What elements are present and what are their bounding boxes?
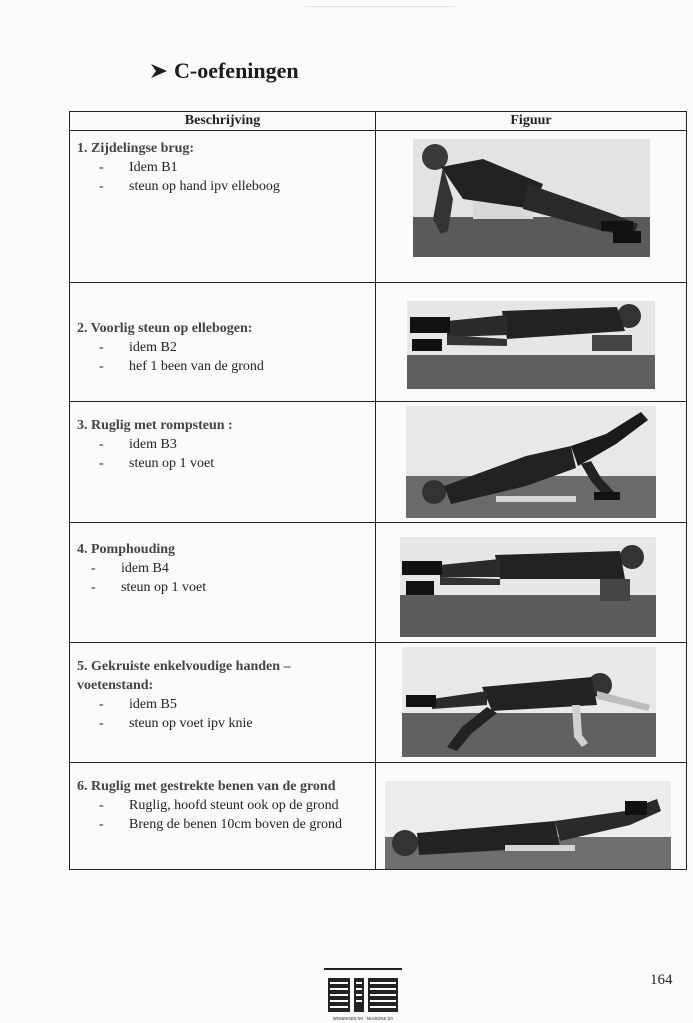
- exercise-item: - Ruglig, hoofd steunt ook op de grond: [99, 796, 369, 815]
- exercise-title: 6. Ruglig met gestrekte benen van de grond: [77, 779, 336, 794]
- plank-single-foot-photo: [400, 537, 656, 637]
- table-row: [70, 643, 687, 763]
- supine-leg-raise-photo: [385, 781, 671, 869]
- figure-cell: [376, 523, 687, 643]
- exercise-title: 4. Pomphouding: [77, 542, 176, 557]
- exercise-item: - steun op 1 voet: [99, 454, 369, 473]
- description-cell: [70, 763, 376, 870]
- description-cell: [70, 643, 376, 763]
- figure-cell: [376, 643, 687, 763]
- page-title: [150, 58, 299, 84]
- exercise-item: - steun op hand ipv elleboog: [99, 177, 369, 196]
- exercise-item: - idem B5: [99, 695, 369, 714]
- description-cell: [70, 402, 376, 523]
- exercise-title: 2. Voorlig steun op ellebogen:: [77, 321, 253, 336]
- exercise-item: - Breng de benen 10cm boven de grond: [99, 815, 369, 834]
- forearm-plank-leg-raise-photo: [407, 301, 655, 389]
- exercise-title: 1. Zijdelingse brug:: [77, 141, 195, 156]
- description-cell: [70, 131, 376, 283]
- side-plank-photo: [413, 139, 650, 257]
- table-row: [70, 763, 687, 870]
- figure-cell: [376, 283, 687, 402]
- description-cell: [70, 523, 376, 643]
- page-number: 164: [650, 972, 673, 988]
- exercise-item: - Idem B1: [99, 158, 369, 177]
- exercise-item: - idem B3: [99, 435, 369, 454]
- bird-dog-photo: [402, 647, 656, 757]
- table-header-row: [70, 112, 687, 131]
- exercise-title: 5. Gekruiste enkelvoudige handen – voetenstand:: [77, 659, 291, 693]
- header-figure: Figuur: [376, 112, 687, 131]
- exercise-item: - hef 1 been van de grond: [99, 357, 369, 376]
- exercise-item: - steun op voet ipv knie: [99, 714, 369, 733]
- table-row: [70, 402, 687, 523]
- description-cell: [70, 283, 376, 402]
- figure-cell: [376, 402, 687, 523]
- bik-logo: [322, 968, 404, 1022]
- exercise-item: - idem B2: [99, 338, 369, 357]
- table-row: [70, 523, 687, 643]
- figure-cell: [376, 763, 687, 870]
- header-description: Beschrijving: [70, 112, 376, 131]
- glute-bridge-leg-raise-photo: [406, 406, 656, 518]
- top-rule: [305, 6, 455, 7]
- svg-text:WONINGEN NV · MAISONS SA: WONINGEN NV · MAISONS SA: [332, 1016, 394, 1021]
- arrow-bullet-icon: [150, 63, 168, 79]
- exercise-item: - steun op 1 voet: [91, 578, 369, 597]
- table-row: [70, 283, 687, 402]
- exercise-item: - idem B4: [91, 559, 369, 578]
- exercise-table: [69, 111, 687, 870]
- figure-cell: [376, 131, 687, 283]
- exercise-title: 3. Ruglig met rompsteun :: [77, 418, 233, 433]
- table-row: [70, 131, 687, 283]
- page-title-text: C-oefeningen: [174, 58, 299, 83]
